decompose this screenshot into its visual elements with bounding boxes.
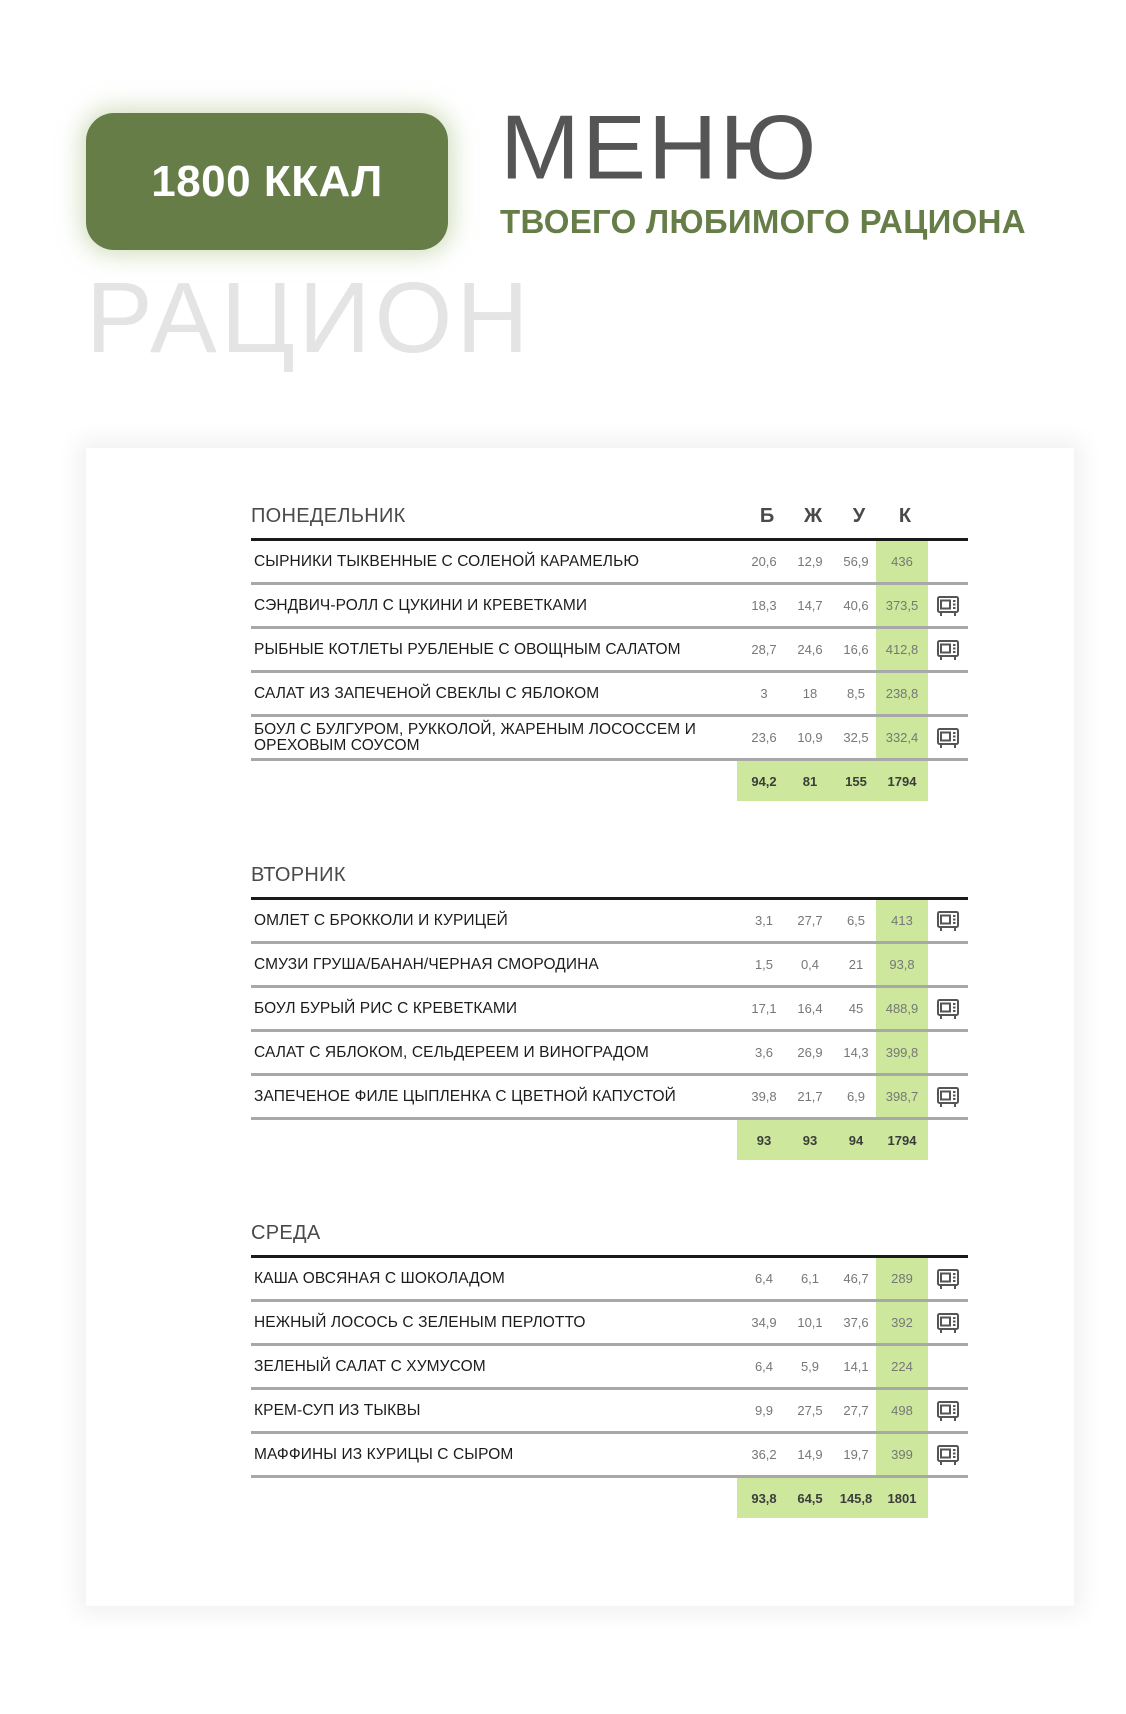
protein-value: 3,1 xyxy=(754,913,774,928)
kcal-value: 238,8 xyxy=(876,673,928,714)
carbs-value: 8,5 xyxy=(846,686,866,701)
carbs-value: 27,7 xyxy=(843,1403,869,1418)
total-kcal: 1794 xyxy=(876,1120,928,1160)
kcal-value: 392 xyxy=(876,1302,928,1343)
dish-name: КАША ОВСЯНАЯ С ШОКОЛАДОМ xyxy=(254,1269,505,1287)
dish-name: ЗАПЕЧЕНОЕ ФИЛЕ ЦЫПЛЕНКА С ЦВЕТНОЙ КАПУСТОЙ xyxy=(254,1087,676,1105)
kcal-value: 224 xyxy=(876,1346,928,1387)
menu-row xyxy=(251,629,968,673)
carbs-value: 37,6 xyxy=(843,1315,869,1330)
day-header xyxy=(251,1205,968,1255)
menu-row xyxy=(251,1346,968,1390)
fat-value: 14,7 xyxy=(797,598,823,613)
carbs-value: 45 xyxy=(848,1001,864,1016)
totals-row xyxy=(251,1478,968,1518)
menu-row xyxy=(251,541,968,585)
protein-value: 1,5 xyxy=(754,957,774,972)
carbs-value: 14,3 xyxy=(843,1045,869,1060)
total-protein: 94,2 xyxy=(737,761,787,801)
microwave-icon xyxy=(928,585,968,626)
dish-name: САЛАТ ИЗ ЗАПЕЧЕНОЙ СВЕКЛЫ С ЯБЛОКОМ xyxy=(254,684,600,702)
day-section xyxy=(251,847,968,1160)
microwave-icon xyxy=(928,900,968,941)
microwave-icon xyxy=(928,1390,968,1431)
kcal-value: 399 xyxy=(876,1434,928,1475)
protein-value: 9,9 xyxy=(754,1403,774,1418)
dish-name: СЭНДВИЧ-РОЛЛ С ЦУКИНИ И КРЕВЕТКАМИ xyxy=(254,596,588,614)
empty-icon-cell xyxy=(928,673,968,714)
kcal-value: 413 xyxy=(876,900,928,941)
protein-value: 18,3 xyxy=(751,598,777,613)
column-carbs: У xyxy=(852,505,866,527)
menu-row xyxy=(251,1076,968,1120)
dish-name: РЫБНЫЕ КОТЛЕТЫ РУБЛЕНЫЕ С ОВОЩНЫМ САЛАТОМ xyxy=(254,640,681,658)
fat-value: 5,9 xyxy=(800,1359,820,1374)
carbs-value: 6,5 xyxy=(846,913,866,928)
menu-row xyxy=(251,1032,968,1076)
protein-value: 6,4 xyxy=(754,1359,774,1374)
menu-row xyxy=(251,1434,968,1478)
carbs-value: 46,7 xyxy=(843,1271,869,1286)
protein-value: 3,6 xyxy=(754,1045,774,1060)
dish-name: МАФФИНЫ ИЗ КУРИЦЫ С СЫРОМ xyxy=(254,1445,514,1463)
protein-value: 34,9 xyxy=(751,1315,777,1330)
microwave-icon xyxy=(928,1434,968,1475)
page-subtitle: ТВОЕГО ЛЮБИМОГО РАЦИОНА xyxy=(500,203,1026,240)
menu-row xyxy=(251,944,968,988)
protein-value: 17,1 xyxy=(751,1001,777,1016)
fat-value: 0,4 xyxy=(800,957,820,972)
day-title: СРЕДА xyxy=(251,1222,321,1244)
total-carbs: 145,8 xyxy=(833,1478,879,1518)
kcal-value: 399,8 xyxy=(876,1032,928,1073)
kcal-value: 93,8 xyxy=(876,944,928,985)
column-headers xyxy=(744,505,968,528)
carbs-value: 6,9 xyxy=(846,1089,866,1104)
microwave-icon xyxy=(928,629,968,670)
carbs-value: 14,1 xyxy=(843,1359,869,1374)
day-title: ПОНЕДЕЛЬНИК xyxy=(251,505,406,527)
fat-value: 27,5 xyxy=(797,1403,823,1418)
fat-value: 12,9 xyxy=(797,554,823,569)
ghost-watermark: РАЦИОН xyxy=(86,262,533,374)
carbs-value: 21 xyxy=(848,957,864,972)
microwave-icon xyxy=(928,1076,968,1117)
kcal-value: 498 xyxy=(876,1390,928,1431)
total-fat: 81 xyxy=(787,761,833,801)
kcal-value: 436 xyxy=(876,541,928,582)
kcal-value: 373,5 xyxy=(876,585,928,626)
microwave-icon xyxy=(928,988,968,1029)
menu-row xyxy=(251,900,968,944)
column-fat: Ж xyxy=(803,505,823,527)
carbs-value: 56,9 xyxy=(843,554,869,569)
dish-name: СЫРНИКИ ТЫКВЕННЫЕ С СОЛЕНОЙ КАРАМЕЛЬЮ xyxy=(254,552,640,570)
dish-name: КРЕМ-СУП ИЗ ТЫКВЫ xyxy=(254,1401,421,1419)
day-header xyxy=(251,488,968,538)
carbs-value: 32,5 xyxy=(843,730,869,745)
protein-value: 28,7 xyxy=(751,642,777,657)
fat-value: 26,9 xyxy=(797,1045,823,1060)
kcal-value: 289 xyxy=(876,1258,928,1299)
carbs-value: 19,7 xyxy=(843,1447,869,1462)
dish-name: НЕЖНЫЙ ЛОСОСЬ С ЗЕЛЕНЫМ ПЕРЛОТТО xyxy=(254,1313,586,1331)
menu-card xyxy=(86,448,1074,1606)
column-protein: Б xyxy=(759,505,775,527)
day-section xyxy=(251,1205,968,1518)
menu-row xyxy=(251,717,968,761)
fat-value: 10,1 xyxy=(797,1315,823,1330)
empty-icon-cell xyxy=(928,1032,968,1073)
total-protein: 93 xyxy=(737,1120,787,1160)
fat-value: 10,9 xyxy=(797,730,823,745)
microwave-icon xyxy=(928,1302,968,1343)
calorie-badge xyxy=(86,113,448,250)
dish-name: СМУЗИ ГРУША/БАНАН/ЧЕРНАЯ СМОРОДИНА xyxy=(254,955,599,973)
empty-icon-cell xyxy=(928,541,968,582)
microwave-icon xyxy=(928,1258,968,1299)
fat-value: 21,7 xyxy=(797,1089,823,1104)
total-kcal: 1794 xyxy=(876,761,928,801)
page-title: МЕНЮ xyxy=(500,96,819,199)
total-fat: 93 xyxy=(787,1120,833,1160)
total-kcal: 1801 xyxy=(876,1478,928,1518)
carbs-value: 16,6 xyxy=(843,642,869,657)
column-kcal: К xyxy=(898,505,912,527)
day-title: ВТОРНИК xyxy=(251,864,346,886)
kcal-value: 412,8 xyxy=(876,629,928,670)
dish-name: БОУЛ БУРЫЙ РИС С КРЕВЕТКАМИ xyxy=(254,999,518,1017)
fat-value: 27,7 xyxy=(797,913,823,928)
day-section xyxy=(251,488,968,801)
kcal-value: 332,4 xyxy=(876,717,928,758)
fat-value: 24,6 xyxy=(797,642,823,657)
totals-row xyxy=(251,761,968,801)
menu-row xyxy=(251,1302,968,1346)
total-protein: 93,8 xyxy=(737,1478,787,1518)
fat-value: 16,4 xyxy=(797,1001,823,1016)
protein-value: 6,4 xyxy=(754,1271,774,1286)
fat-value: 6,1 xyxy=(800,1271,820,1286)
total-fat: 64,5 xyxy=(787,1478,833,1518)
empty-icon-cell xyxy=(928,1346,968,1387)
menu-row xyxy=(251,988,968,1032)
menu-row xyxy=(251,585,968,629)
protein-value: 39,8 xyxy=(751,1089,777,1104)
fat-value: 18 xyxy=(802,686,818,701)
dish-name: ЗЕЛЕНЫЙ САЛАТ С ХУМУСОМ xyxy=(254,1357,486,1375)
protein-value: 3 xyxy=(760,686,768,701)
microwave-icon xyxy=(928,717,968,758)
empty-icon-cell xyxy=(928,944,968,985)
total-carbs: 94 xyxy=(833,1120,879,1160)
calorie-badge-label: 1800 ККАЛ xyxy=(151,156,383,206)
kcal-value: 488,9 xyxy=(876,988,928,1029)
totals-row xyxy=(251,1120,968,1160)
kcal-value: 398,7 xyxy=(876,1076,928,1117)
protein-value: 23,6 xyxy=(751,730,777,745)
day-header xyxy=(251,847,968,897)
protein-value: 36,2 xyxy=(751,1447,777,1462)
dish-name: ОМЛЕТ С БРОККОЛИ И КУРИЦЕЙ xyxy=(254,911,508,929)
menu-row xyxy=(251,1258,968,1302)
dish-name: САЛАТ С ЯБЛОКОМ, СЕЛЬДЕРЕЕМ И ВИНОГРАДОМ xyxy=(254,1043,649,1061)
menu-row xyxy=(251,1390,968,1434)
dish-name: БОУЛ С БУЛГУРОМ, РУККОЛОЙ, ЖАРЕНЫМ ЛОСОССЕМ И ОРЕХОВЫМ СОУСОМ xyxy=(254,721,696,754)
protein-value: 20,6 xyxy=(751,554,777,569)
fat-value: 14,9 xyxy=(797,1447,823,1462)
total-carbs: 155 xyxy=(833,761,879,801)
carbs-value: 40,6 xyxy=(843,598,869,613)
menu-row xyxy=(251,673,968,717)
